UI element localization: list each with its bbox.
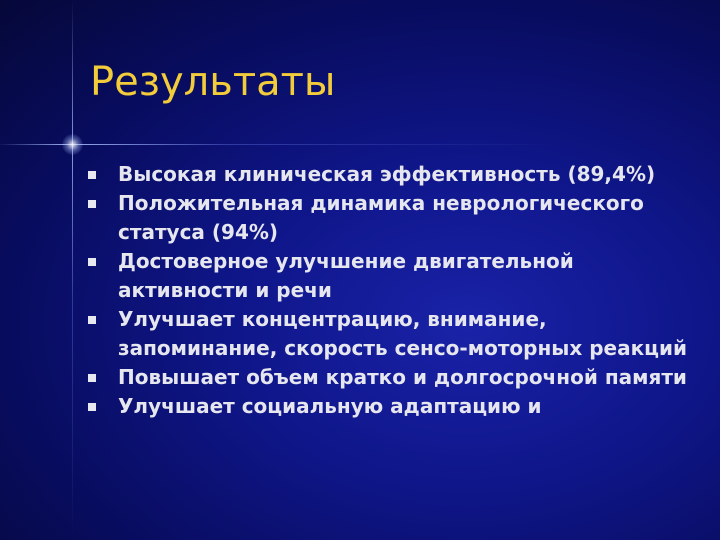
- bullet-text: Положительная динамика неврологического статуса (94%): [118, 191, 644, 244]
- bullet-item: [88, 392, 708, 421]
- bullet-text: Достоверное улучшение двигательной активности и речи: [118, 249, 574, 302]
- decorative-horizontal-line: [0, 144, 560, 145]
- square-bullet-icon: [88, 171, 96, 179]
- square-bullet-icon: [88, 374, 96, 382]
- slide-title: Результаты: [90, 59, 336, 105]
- bullet-item: [88, 189, 708, 247]
- decorative-star-glow: [62, 134, 83, 155]
- decorative-vertical-line: [72, 0, 73, 540]
- bullet-item: [88, 363, 708, 392]
- square-bullet-icon: [88, 316, 96, 324]
- bullet-item: [88, 160, 708, 189]
- bullet-text: Высокая клиническая эффективность (89,4%): [118, 162, 656, 186]
- bullet-item: [88, 305, 708, 363]
- bullet-item: [88, 247, 708, 305]
- square-bullet-icon: [88, 258, 96, 266]
- bullet-text: Улучшает социальную адаптацию и: [118, 394, 542, 418]
- bullet-list: [88, 160, 708, 421]
- bullet-text: Повышает объем кратко и долгосрочной памяти: [118, 365, 687, 389]
- bullet-text: Улучшает концентрацию, внимание, запоминание, скорость сенсо-моторных реакций: [118, 307, 688, 360]
- square-bullet-icon: [88, 403, 96, 411]
- square-bullet-icon: [88, 200, 96, 208]
